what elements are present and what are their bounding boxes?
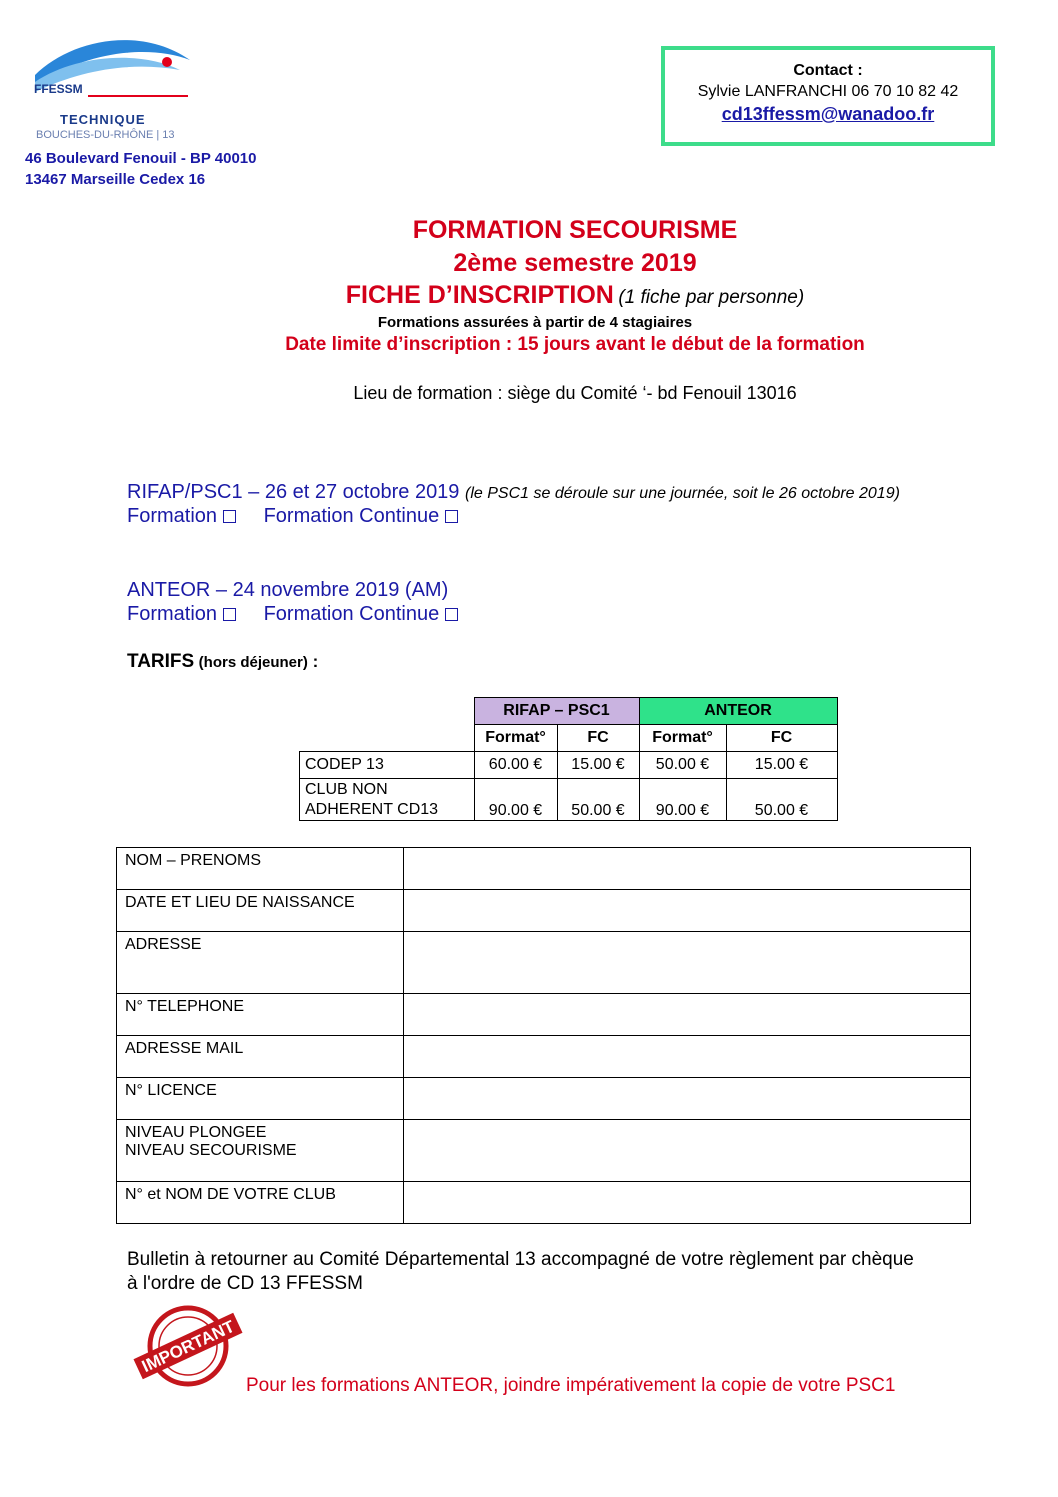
field-input-naissance[interactable] — [404, 890, 971, 932]
empty-cell — [300, 698, 475, 725]
tarifs-table — [299, 697, 838, 821]
session-rifap-title — [127, 481, 900, 504]
contact-email-link[interactable]: cd13ffessm@wanadoo.fr — [721, 104, 935, 124]
table-row — [300, 779, 838, 821]
deadline: Date limite d’inscription : 15 jours avant le début de la formation — [285, 334, 865, 355]
title-fiche — [0, 281, 1058, 310]
ffessm-logo — [30, 30, 200, 145]
field-label: NIVEAU PLONGEE NIVEAU SECOURISME — [117, 1120, 404, 1182]
stamp-text: IMPORTANT — [138, 1316, 238, 1377]
form-row — [117, 932, 971, 994]
session-rifap-options — [127, 505, 458, 528]
field-label: ADRESSE — [117, 932, 404, 994]
wave-logo-icon — [30, 30, 200, 145]
bulletin-line-2: à l'ordre de CD 13 FFESSM — [127, 1273, 363, 1294]
group-rifap: RIFAP – PSC1 — [474, 698, 639, 725]
form-row — [117, 1182, 971, 1224]
anteor-fc-checkbox[interactable] — [445, 608, 458, 621]
price-cell: 15.00 € — [726, 752, 837, 779]
title-fiche-text: FICHE D’INSCRIPTION — [345, 281, 614, 309]
lieu-formation: Lieu de formation : siège du Comité ‘- bd Fenouil 13016 — [353, 383, 797, 403]
field-label: N° LICENCE — [117, 1078, 404, 1120]
table-row — [300, 752, 838, 779]
rifap-fc-checkbox[interactable] — [445, 510, 458, 523]
title-fiche-note: (1 fiche par personne) — [618, 287, 805, 308]
sub-header: FC — [557, 725, 639, 752]
field-input-licence[interactable] — [404, 1078, 971, 1120]
table-row — [300, 698, 838, 725]
form-row — [117, 890, 971, 932]
sub-header: Format° — [639, 725, 726, 752]
form-row — [117, 1078, 971, 1120]
rifap-formation-checkbox[interactable] — [223, 510, 236, 523]
session-rifap-label: RIFAP/PSC1 – 26 et 27 octobre 2019 — [127, 481, 460, 503]
field-label: ADRESSE MAIL — [117, 1036, 404, 1078]
sub-header: FC — [726, 725, 837, 752]
price-cell: 90.00 € — [474, 779, 557, 821]
field-input-niveau[interactable] — [404, 1120, 971, 1182]
contact-name: Sylvie LANFRANCHI 06 70 10 82 42 — [697, 83, 959, 100]
bulletin-line-1: Bulletin à retourner au Comité Départemental 13 accompagné de votre règlement par chèque — [127, 1249, 914, 1270]
tarifs-note: (hors déjeuner) — [198, 654, 308, 671]
field-label: DATE ET LIEU DE NAISSANCE — [117, 890, 404, 932]
field-label: N° et NOM DE VOTRE CLUB — [117, 1182, 404, 1224]
session-rifap-note: (le PSC1 se déroule sur une journée, soit le 26 octobre 2019) — [465, 485, 900, 502]
title-semestre: 2ème semestre 2019 — [453, 249, 697, 277]
logo-line1: TECHNIQUE — [60, 112, 146, 127]
contact-title: Contact : — [793, 62, 863, 79]
empty-cell — [300, 725, 475, 752]
form-row — [117, 848, 971, 890]
rifap-fc-label: Formation Continue — [263, 505, 440, 527]
title-formation: FORMATION SECOURISME — [412, 216, 738, 244]
important-stamp — [133, 1302, 243, 1390]
contact-box — [661, 46, 995, 146]
sub-header: Format° — [474, 725, 557, 752]
price-cell: 50.00 € — [639, 752, 726, 779]
price-cell: 50.00 € — [557, 779, 639, 821]
group-anteor: ANTEOR — [639, 698, 837, 725]
tarifs-colon: : — [307, 652, 319, 671]
anteor-fc-label: Formation Continue — [263, 603, 440, 625]
tarifs-label: TARIFS — [127, 651, 195, 672]
price-cell: 90.00 € — [639, 779, 726, 821]
field-input-adresse[interactable] — [404, 932, 971, 994]
logo-line2: BOUCHES-DU-RHÔNE | 13 — [36, 129, 175, 141]
row-label: CODEP 13 — [300, 752, 475, 779]
price-cell: 60.00 € — [474, 752, 557, 779]
field-input-telephone[interactable] — [404, 994, 971, 1036]
field-input-nom[interactable] — [404, 848, 971, 890]
price-cell: 15.00 € — [557, 752, 639, 779]
field-label: N° TELEPHONE — [117, 994, 404, 1036]
address-line-1: 46 Boulevard Fenouil - BP 40010 — [25, 150, 257, 167]
table-row — [300, 725, 838, 752]
row-label: CLUB NON ADHERENT CD13 — [300, 779, 475, 821]
form-row — [117, 1036, 971, 1078]
price-cell: 50.00 € — [726, 779, 837, 821]
tarifs-heading — [127, 651, 318, 673]
anteor-note: Pour les formations ANTEOR, joindre impérativement la copie de votre PSC1 — [246, 1375, 896, 1396]
field-label: NOM – PRENOMS — [117, 848, 404, 890]
field-input-club[interactable] — [404, 1182, 971, 1224]
important-stamp-icon — [133, 1302, 243, 1390]
form-row — [117, 994, 971, 1036]
form-row — [117, 1120, 971, 1182]
rifap-formation-label: Formation — [127, 505, 218, 527]
logo-brand: FFESSM — [34, 82, 83, 96]
session-anteor-options — [127, 603, 458, 626]
anteor-formation-checkbox[interactable] — [223, 608, 236, 621]
subtitle-stagiaires: Formations assurées à partir de 4 stagiaires — [377, 314, 693, 331]
session-anteor-title: ANTEOR – 24 novembre 2019 (AM) — [127, 579, 449, 601]
field-input-mail[interactable] — [404, 1036, 971, 1078]
address-line-2: 13467 Marseille Cedex 16 — [25, 171, 206, 188]
anteor-formation-label: Formation — [127, 603, 218, 625]
registration-form — [116, 847, 971, 1224]
